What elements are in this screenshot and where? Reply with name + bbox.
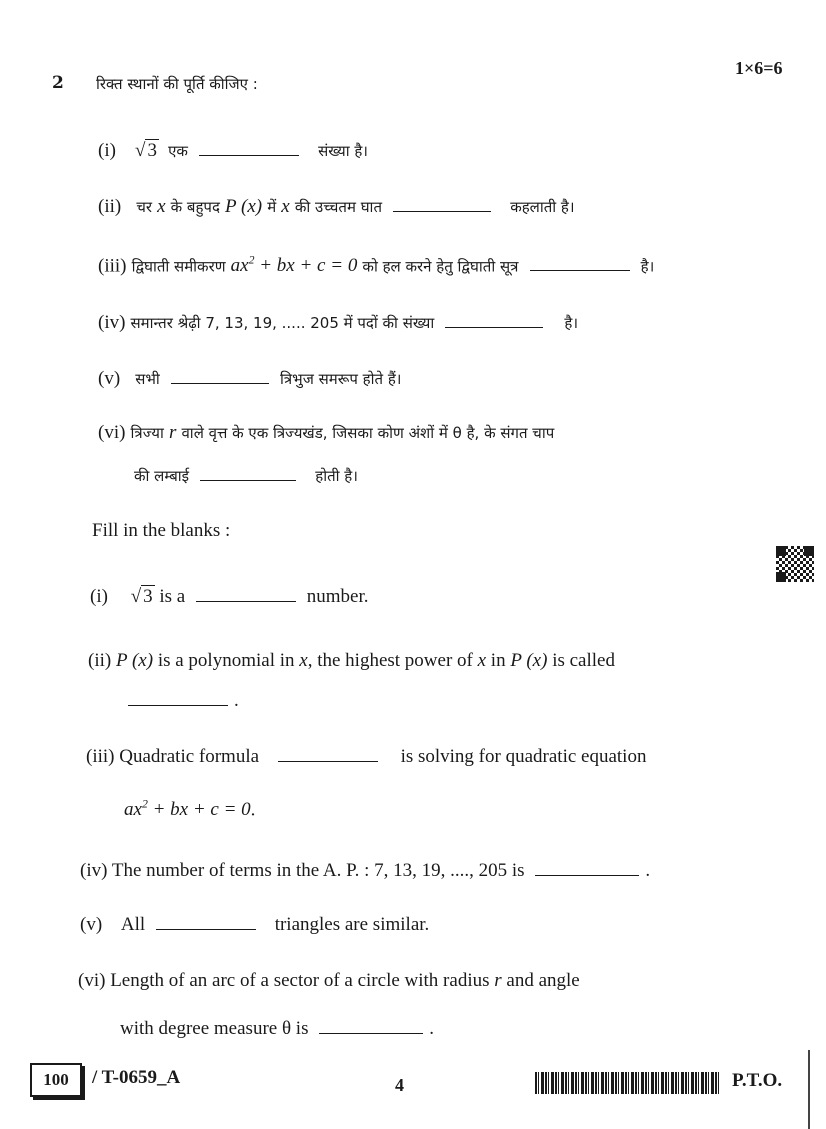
- footer-box-number: 100: [30, 1063, 82, 1097]
- item-text: है।: [564, 314, 579, 332]
- page-number: 4: [395, 1075, 404, 1095]
- item-text: वाले वृत्त के एक त्रिज्यखंड, जिसका कोण अंशों में θ है, के संगत चाप: [181, 424, 555, 442]
- variable-x: x: [477, 650, 487, 671]
- item-number: (vi): [78, 970, 106, 991]
- item-number: (v): [98, 368, 121, 389]
- item-text: .: [429, 1018, 434, 1039]
- item-text: number.: [306, 586, 369, 607]
- english-item-3: [86, 746, 646, 768]
- hindi-item-3: [98, 254, 654, 277]
- item-number: (ii): [98, 196, 122, 217]
- item-number: (iv): [80, 860, 108, 881]
- item-text: .: [250, 799, 256, 821]
- blank-line: [128, 704, 228, 706]
- edge-line: [808, 1050, 810, 1129]
- blank-line: [156, 928, 256, 930]
- blank-line: [535, 874, 639, 876]
- variable-x: x: [299, 650, 308, 671]
- blank-line: [199, 154, 299, 156]
- p-of-x: P (x): [510, 650, 548, 671]
- item-text: triangles are similar.: [274, 914, 430, 935]
- marks: 1×6=6: [735, 58, 783, 78]
- item-text: चर: [136, 198, 152, 216]
- item-number: (ii): [88, 650, 112, 671]
- item-text: को हल करने हेतु द्विघाती सूत्र: [362, 257, 519, 276]
- pto-label: P.T.O.: [732, 1070, 783, 1091]
- item-text: संख्या है।: [318, 142, 368, 160]
- item-number: (i): [98, 140, 116, 161]
- item-text: समान्तर श्रेढ़ी 7, 13, 19, ..... 205 में पदों की संख्या: [130, 314, 435, 332]
- variable-x: x: [281, 196, 290, 217]
- item-text: is called: [552, 650, 615, 671]
- blank-line: [278, 760, 378, 762]
- item-text: All: [120, 914, 146, 935]
- item-number: (i): [90, 586, 108, 607]
- item-text: द्विघाती समीकरण: [131, 257, 226, 276]
- item-text: is solving for quadratic equation: [400, 746, 647, 767]
- item-text: is a: [159, 586, 186, 607]
- english-item-1: [90, 586, 368, 608]
- item-number: (vi): [98, 422, 126, 443]
- item-text: The number of terms in the A. P. : 7, 13, 19, ...., 205 is: [111, 860, 525, 881]
- item-text: त्रिभुज समरूप होते हैं।: [280, 370, 402, 388]
- hindi-item-6-cont: [134, 466, 358, 486]
- english-item-2-cont: [124, 690, 239, 712]
- item-text: Quadratic formula: [119, 746, 260, 767]
- sqrt-3: √ 3: [130, 586, 153, 607]
- item-text: is a polynomial in: [157, 650, 295, 671]
- blank-line: [530, 269, 630, 271]
- english-item-2: [88, 650, 615, 672]
- item-text: होती है।: [315, 467, 358, 485]
- blank-line: [319, 1032, 423, 1034]
- p-of-x: P (x): [115, 650, 154, 671]
- item-text: in: [490, 650, 506, 671]
- item-text: है।: [640, 257, 655, 276]
- item-text: सभी: [135, 370, 160, 388]
- item-number: (v): [80, 914, 103, 935]
- item-text: में: [267, 198, 277, 216]
- hindi-item-6: [98, 422, 554, 444]
- item-text: and angle: [506, 970, 580, 991]
- item-text: Length of an arc of a sector of a circle with radius: [110, 970, 490, 991]
- item-text: की उच्चतम घात: [294, 198, 382, 216]
- item-text: .: [645, 860, 651, 881]
- english-item-6-cont: [120, 1018, 434, 1040]
- english-heading: Fill in the blanks :: [92, 520, 231, 541]
- qr-code-icon: [776, 546, 814, 582]
- item-text: .: [234, 690, 239, 711]
- paper-code: / T-0659_A: [92, 1067, 181, 1088]
- sqrt-3: √ 3: [135, 140, 157, 161]
- blank-line: [200, 479, 296, 481]
- variable-r: r: [494, 970, 502, 991]
- blank-line: [196, 600, 296, 602]
- item-text: की लम्बाई: [134, 467, 190, 485]
- quadratic-equation: $ax^2$ + bx + c = 0: [124, 798, 251, 821]
- barcode-icon: [535, 1072, 720, 1094]
- hindi-item-4: [98, 312, 578, 334]
- item-number: (iv): [98, 312, 126, 333]
- item-text: त्रिज्या: [130, 424, 164, 442]
- blank-line: [171, 382, 269, 384]
- item-text: , the highest power of: [307, 650, 473, 671]
- item-number: (iii): [86, 746, 115, 767]
- item-text: with degree measure θ is: [120, 1018, 309, 1039]
- english-item-4: [80, 860, 650, 882]
- question-number: 2: [52, 73, 64, 93]
- blank-line: [445, 326, 543, 328]
- english-item-5: [80, 914, 429, 936]
- item-text: एक: [168, 142, 188, 160]
- variable-r: r: [168, 422, 177, 443]
- variable-x: x: [157, 196, 166, 217]
- english-item-6: [78, 970, 580, 992]
- quadratic-equation: $ax^2$ + bx + c = 0: [230, 254, 358, 277]
- item-text: कहलाती है।: [510, 198, 575, 216]
- hindi-item-1: [98, 140, 368, 162]
- item-number: (iii): [98, 255, 127, 277]
- item-text: के बहुपद: [170, 198, 220, 216]
- hindi-item-2: [98, 196, 575, 218]
- hindi-item-5: [98, 368, 402, 390]
- p-of-x: P (x): [225, 196, 263, 217]
- blank-line: [393, 210, 491, 212]
- english-item-3-cont: [124, 798, 255, 821]
- hindi-instruction: रिक्त स्थानों की पूर्ति कीजिए :: [96, 75, 258, 93]
